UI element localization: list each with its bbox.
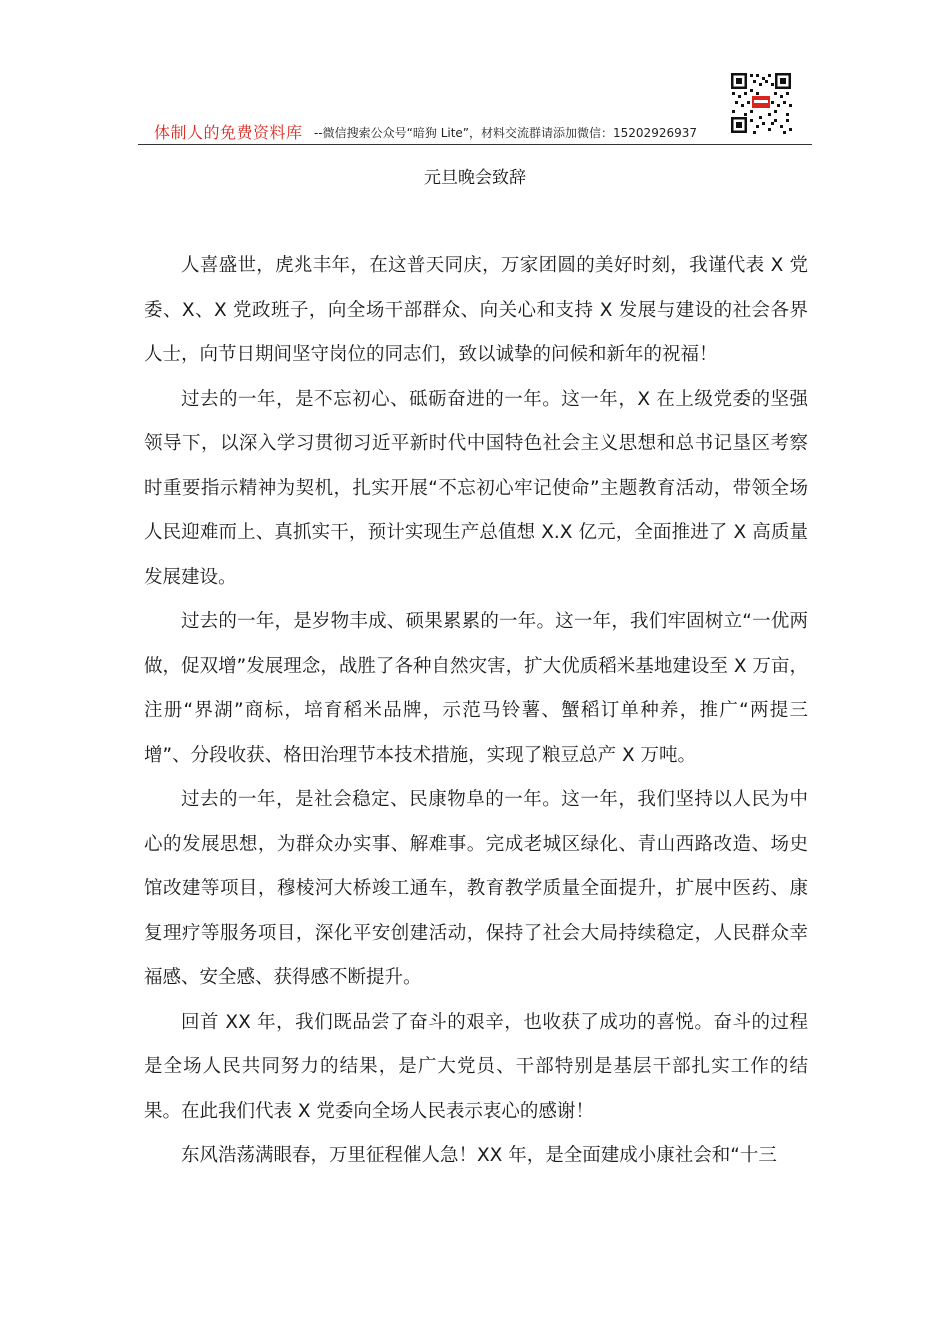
header-divider xyxy=(138,144,812,145)
paragraph-2: 过去的一年，是不忘初心、砥砺奋进的一年。这一年，X 在上级党委的坚强领导下，以深入学习贯彻习近平新时代中国特色社会主义思想和总书记垦区考察时重要指示精神为契机，扎实开展“不忘初心牢记使命”主题教育活动，带领全场人民迎难而上、真抓实干，预计实现生产总值想 X.X 亿元，全面推进了 X 高质量发展建设。 xyxy=(144,388,808,588)
document-title: 元旦晚会致辞 xyxy=(424,168,526,188)
paragraph-1: 人喜盛世，虎兆丰年，在这普天同庆，万家团圆的美好时刻，我谨代表 X 党委、X、X 党政班子，向全场干部群众、向关心和支持 X 发展与建设的社会各界人士，向节日期间坚守岗位的同志们，致以诚挚的问候和新年的祝福！ xyxy=(144,255,808,365)
header-brand: 体制人的免费资料库 xyxy=(154,123,303,142)
document-body xyxy=(144,244,808,1179)
header-note: --微信搜索公众号“暗狗 Lite”，材料交流群请添加微信：15202926937 xyxy=(314,126,697,140)
page-header xyxy=(138,118,812,146)
paragraph-6: 东风浩荡满眼春，万里征程催人急！XX 年，是全面建成小康社会和“十三 xyxy=(181,1145,777,1166)
paragraph-4: 过去的一年，是社会稳定、民康物阜的一年。这一年，我们坚持以人民为中心的发展思想，为群众办实事、解难事。完成老城区绿化、青山西路改造、场史馆改建等项目，穆棱河大桥竣工通车，教育教学质量全面提升，扩展中医药、康复理疗等服务项目，深化平安创建活动，保持了社会大局持续稳定，人民群众幸福感、安全感、获得感不断提升。 xyxy=(144,789,808,988)
paragraph-3: 过去的一年，是岁物丰成、硕果累累的一年。这一年，我们牢固树立“一优两做，促双增”发展理念，战胜了各种自然灾害，扩大优质稻米基地建设至 X 万亩，注册“界湖”商标，培育稻米品牌，示范马铃薯、蟹稻订单种养，推广“两提三增”、分段收获、格田治理节本技术措施，实现了粮豆总产 X 万吨。 xyxy=(144,611,808,766)
paragraph-5: 回首 XX 年，我们既品尝了奋斗的艰辛，也收获了成功的喜悦。奋斗的过程是全场人民共同努力的结果，是广大党员、干部特别是基层干部扎实工作的结果。在此我们代表 X 党委向全场人民表示衷心的感谢！ xyxy=(144,1011,808,1122)
